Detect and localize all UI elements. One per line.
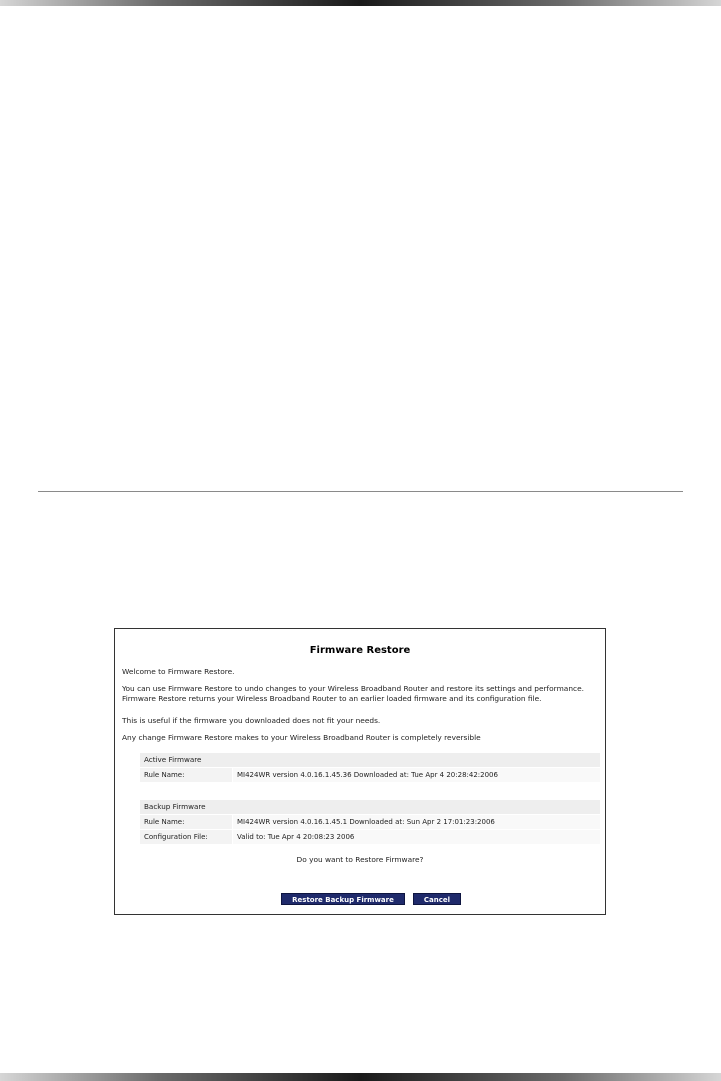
dialog-title: Firmware Restore [309, 645, 411, 656]
restore-question: Do you want to Restore Firmware? [296, 855, 424, 864]
backup-config-file-row [140, 829, 600, 844]
backup-firmware-section [140, 800, 600, 844]
active-firmware-section [140, 753, 600, 782]
backup-config-file-label: Configuration File: [140, 830, 232, 844]
description-text: You can use Firmware Restore to undo changes to your Wireless Broadband Router and restore its settings and performance. Firmware Restore returns your Wireless Broadband Router to an earlier loaded firmware and its configuration file. [122, 684, 584, 703]
backup-rule-name-value: MI424WR version 4.0.16.1.45.1 Downloaded at: Sun Apr 2 17:01:23:2006 [232, 815, 600, 829]
active-firmware-heading: Active Firmware [144, 755, 202, 764]
active-rule-name-label: Rule Name: [140, 768, 232, 782]
top-decorative-bar [0, 0, 721, 6]
firmware-restore-dialog [114, 628, 606, 915]
useful-note: This is useful if the firmware you downloaded does not fit your needs. [122, 716, 381, 725]
restore-backup-firmware-button[interactable]: Restore Backup Firmware [281, 893, 405, 905]
reversible-note: Any change Firmware Restore makes to your Wireless Broadband Router is completely reversible [122, 733, 481, 742]
active-rule-name-value: MI424WR version 4.0.16.1.45.36 Downloaded at: Tue Apr 4 20:28:42:2006 [232, 768, 600, 782]
horizontal-divider [38, 491, 683, 492]
backup-config-file-value: Valid to: Tue Apr 4 20:08:23 2006 [232, 830, 600, 844]
cancel-button[interactable]: Cancel [413, 893, 461, 905]
backup-rule-name-row [140, 814, 600, 829]
welcome-text: Welcome to Firmware Restore. [122, 667, 235, 676]
backup-rule-name-label: Rule Name: [140, 815, 232, 829]
backup-firmware-heading: Backup Firmware [144, 802, 206, 811]
active-rule-name-row [140, 767, 600, 782]
bottom-decorative-bar [0, 1073, 721, 1081]
